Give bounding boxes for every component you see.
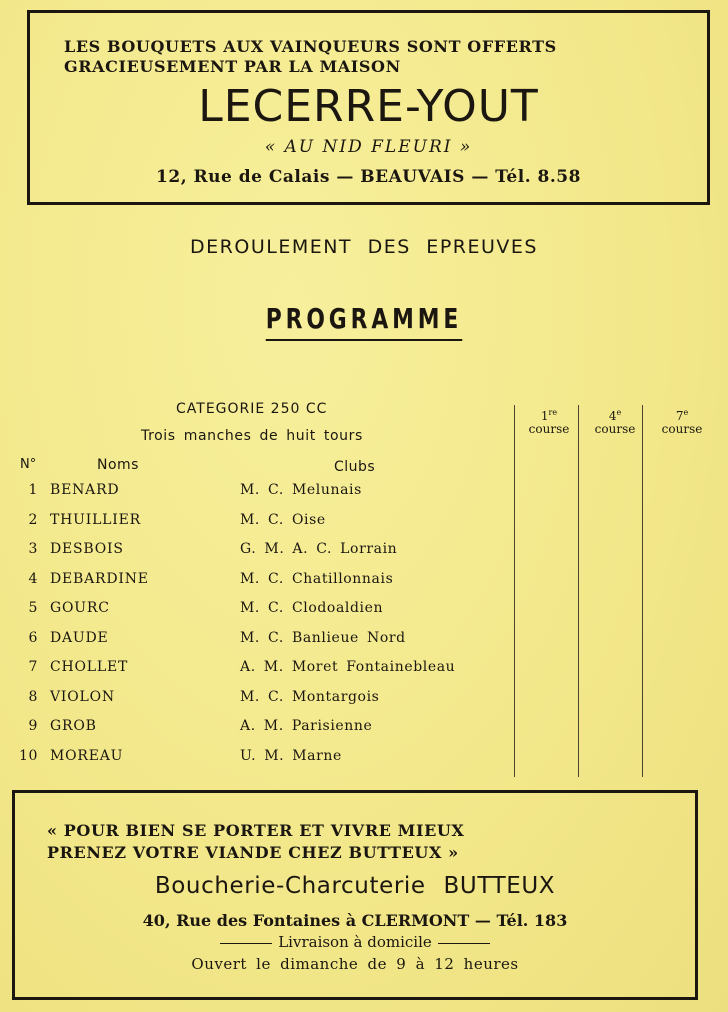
course-number: 7 (675, 409, 684, 423)
rider-club: G. M. A. C. Lorrain (240, 541, 398, 557)
course-suffix: e (683, 408, 689, 417)
rider-row (0, 689, 510, 713)
rider-name: DAUDE (50, 629, 109, 646)
rider-club: M. C. Oise (240, 511, 326, 528)
rider-row (0, 630, 510, 654)
column-divider (642, 405, 643, 777)
ad-bottom-shop-name: Boucherie-Charcuterie BUTTEUX (154, 873, 556, 899)
top-advertisement (27, 10, 710, 205)
rider-row (0, 748, 510, 772)
rider-name: THUILLIER (50, 511, 141, 528)
course-label: course (528, 422, 570, 436)
course-header-1 (519, 406, 579, 436)
rider-club: M. C. Melunais (240, 482, 362, 498)
dash-rule (220, 943, 272, 944)
column-divider (514, 405, 515, 777)
program-title: PROGRAMME (266, 302, 463, 341)
rider-number: 7 (28, 659, 38, 675)
ad-top-line-1: LES BOUQUETS AUX VAINQUEURS SONT OFFERTS (64, 37, 557, 56)
course-suffix: re (548, 408, 558, 417)
ad-top-line-2: GRACIEUSEMENT PAR LA MAISON (64, 57, 401, 76)
rider-number: 5 (28, 600, 38, 616)
header-clubs: Clubs (334, 459, 376, 475)
course-number: 1 (540, 409, 549, 423)
rider-number: 4 (28, 570, 38, 587)
rider-number: 1 (28, 482, 38, 498)
rider-club: A. M. Parisienne (240, 718, 373, 734)
dash-rule (438, 943, 490, 944)
rider-name: GROB (50, 718, 97, 734)
ad-bottom-delivery-line (15, 933, 695, 951)
rider-name: DEBARDINE (50, 570, 149, 587)
rider-name: CHOLLET (50, 659, 129, 675)
bottom-advertisement (12, 790, 698, 1000)
ad-bottom-line-2: PRENEZ VOTRE VIANDE CHEZ BUTTEUX » (47, 843, 459, 862)
ad-bottom-delivery: Livraison à domicile (278, 933, 432, 951)
ad-bottom-line-1: « POUR BIEN SE PORTER ET VIVRE MIEUX (47, 821, 465, 840)
rider-name: BENARD (50, 482, 120, 498)
rider-row (0, 600, 510, 624)
category-title: CATEGORIE 250 CC (176, 401, 328, 417)
rider-row (0, 718, 510, 742)
rider-club: M. C. Montargois (240, 688, 380, 705)
course-header-4 (585, 406, 645, 436)
course-header-7 (652, 406, 712, 436)
rider-number: 6 (28, 629, 38, 646)
rider-number: 3 (28, 541, 38, 557)
rider-club: M. C. Clodoaldien (240, 600, 384, 616)
header-number: N° (20, 457, 37, 472)
ad-bottom-address: 40, Rue des Fontaines à CLERMONT — Tél. 183 (142, 911, 568, 930)
course-suffix: e (616, 408, 622, 417)
category-subtitle: Trois manches de huit tours (141, 428, 363, 444)
ad-top-address: 12, Rue de Calais — BEAUVAIS — Tél. 8.58 (156, 167, 581, 187)
rider-club: M. C. Banlieue Nord (240, 629, 406, 646)
rider-name: VIOLON (50, 688, 115, 705)
rider-club: A. M. Moret Fontainebleau (240, 659, 456, 675)
events-heading: DEROULEMENT DES EPREUVES (190, 236, 538, 258)
ad-top-subtitle: « AU NID FLEURI » (264, 137, 473, 157)
ad-bottom-opening-hours: Ouvert le dimanche de 9 à 12 heures (191, 955, 519, 973)
program-title-wrap (0, 302, 728, 341)
rider-club: M. C. Chatillonnais (240, 570, 394, 587)
rider-name: MOREAU (50, 747, 124, 764)
rider-number: 2 (28, 511, 38, 528)
rider-number: 10 (18, 747, 38, 764)
rider-row (0, 482, 510, 506)
column-divider (578, 405, 579, 777)
rider-row (0, 541, 510, 565)
course-label: course (594, 422, 636, 436)
header-names: Noms (97, 457, 139, 473)
rider-number: 9 (28, 718, 38, 734)
rider-club: U. M. Marne (240, 747, 342, 764)
rider-row (0, 512, 510, 536)
rider-name: DESBOIS (50, 541, 124, 557)
rider-name: GOURC (50, 600, 110, 616)
rider-row (0, 571, 510, 595)
rider-number: 8 (28, 688, 38, 705)
course-number: 4 (608, 409, 617, 423)
rider-row (0, 659, 510, 683)
ad-top-brand: LECERRE-YOUT (198, 81, 539, 132)
course-label: course (661, 422, 703, 436)
